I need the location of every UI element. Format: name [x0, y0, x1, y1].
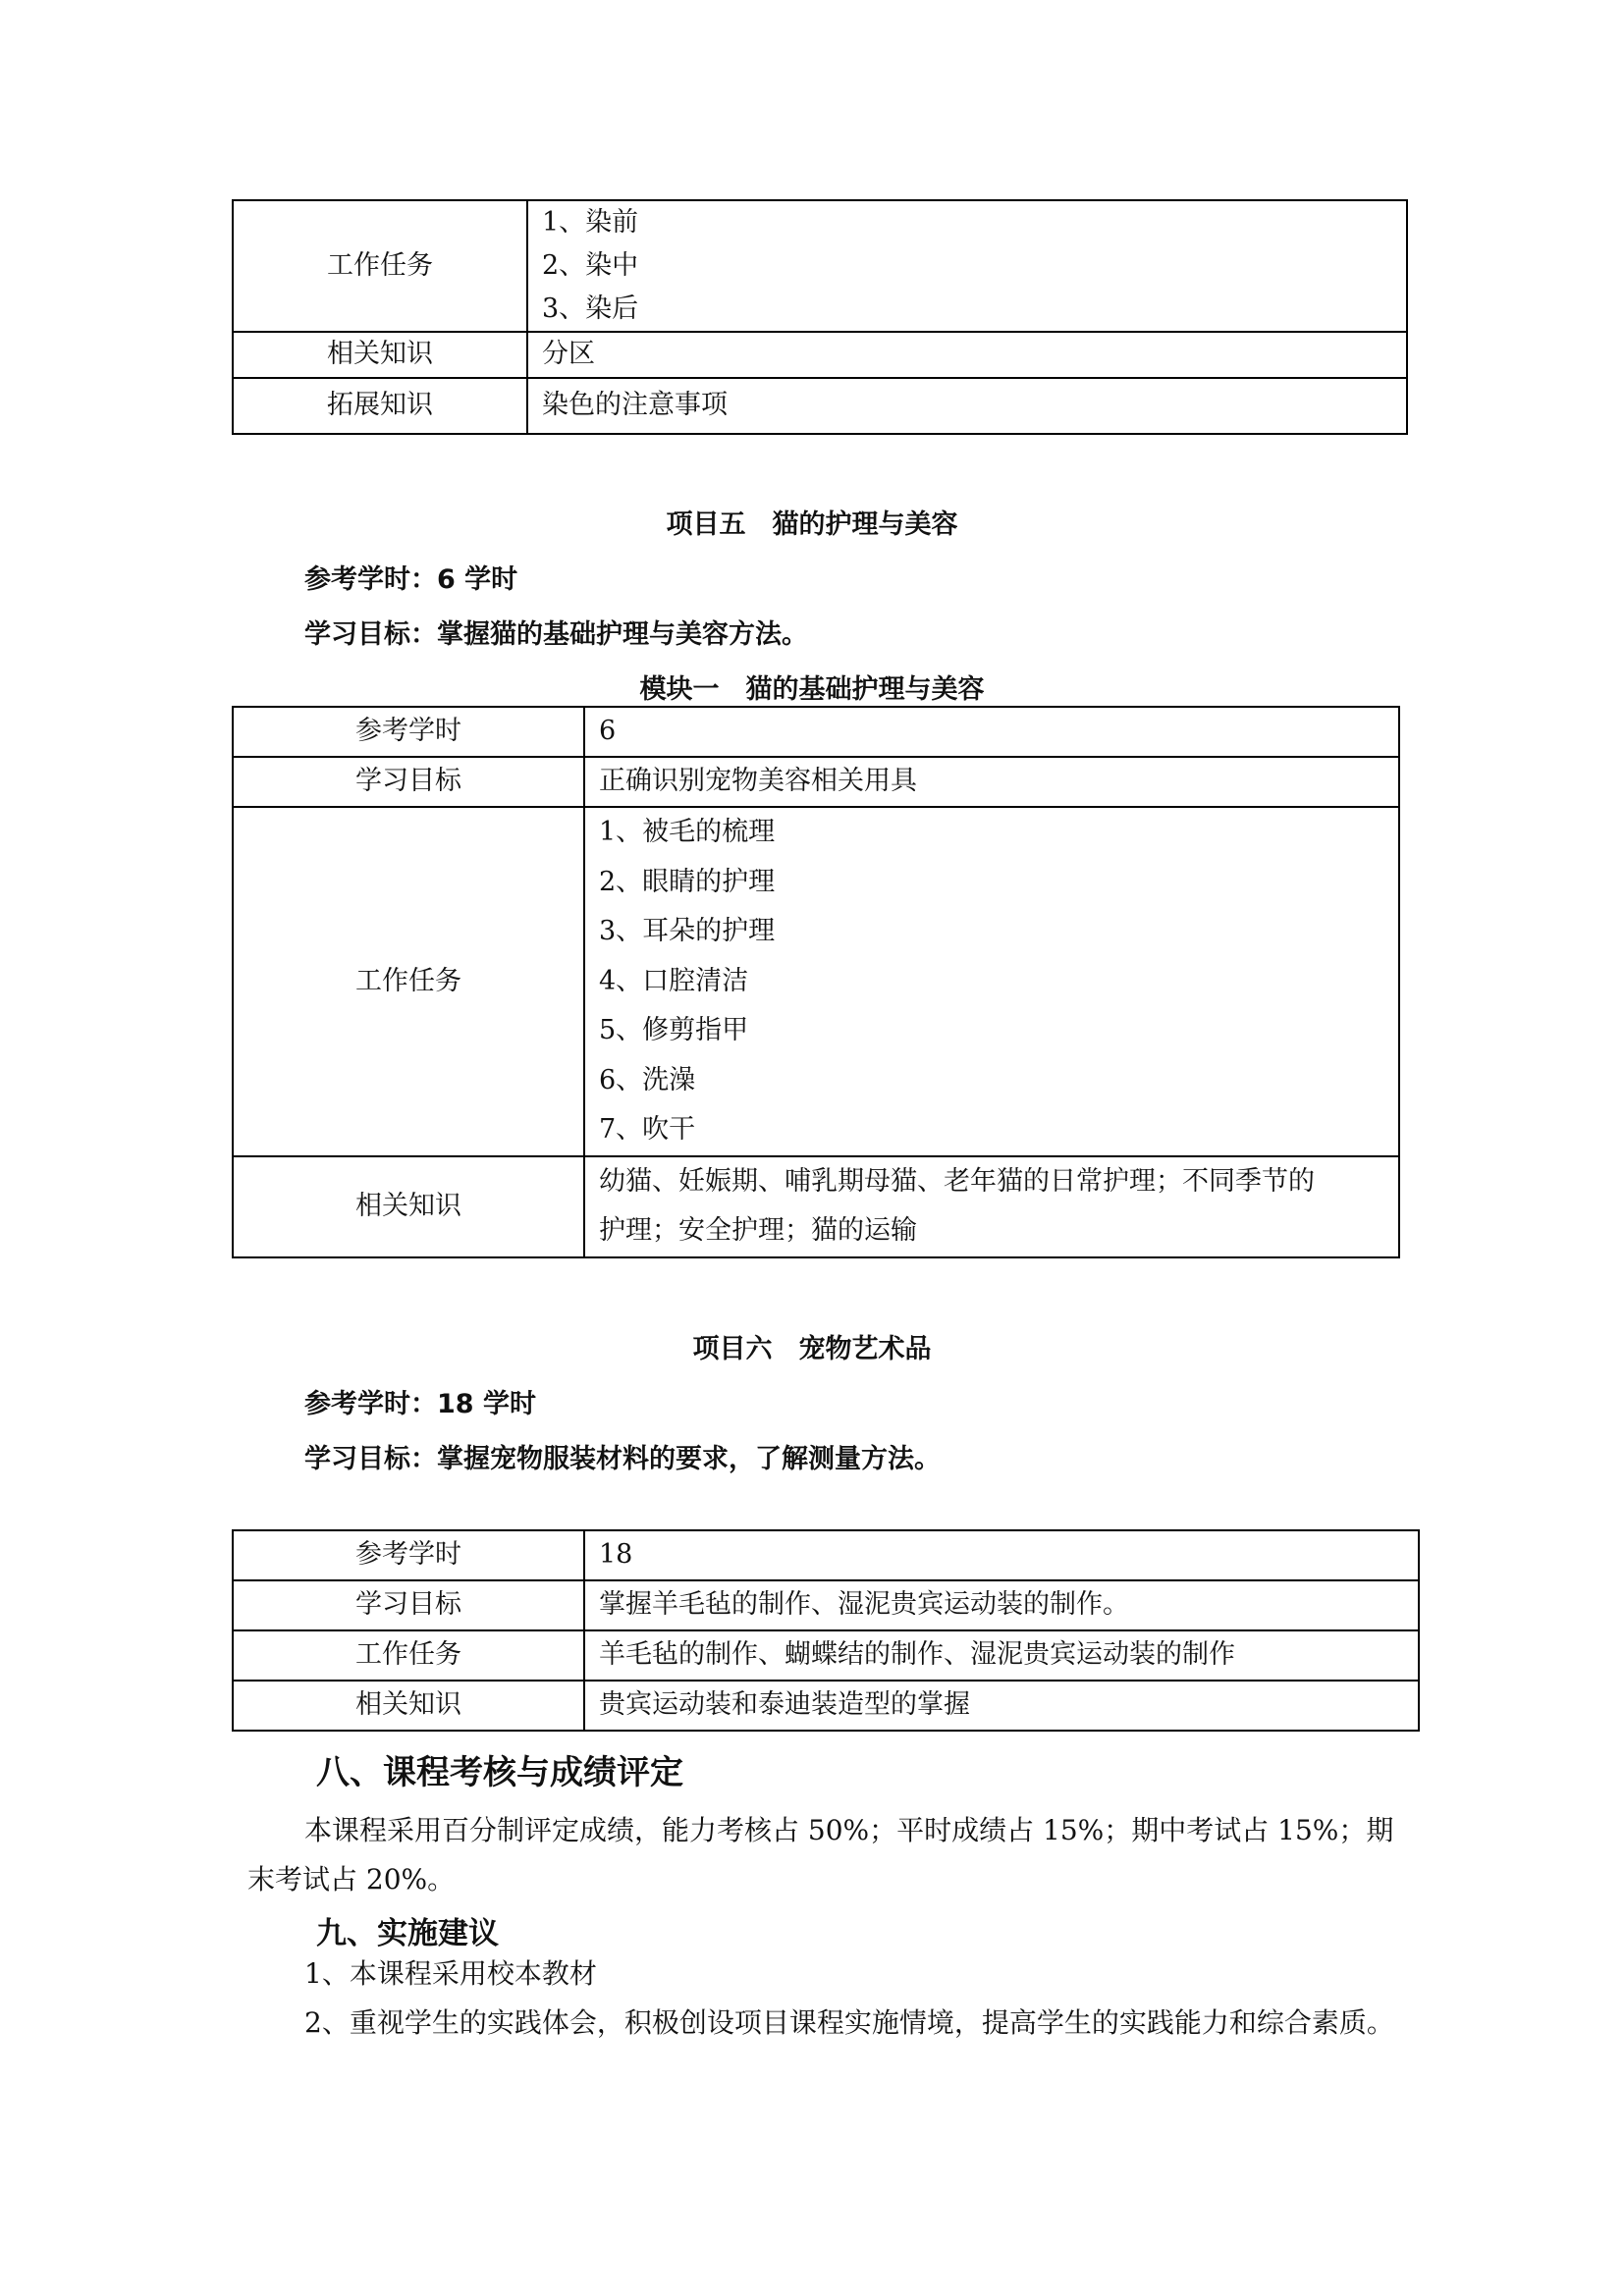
list-item: 3、耳朵的护理 — [599, 916, 776, 946]
section8-title: 八、课程考核与成绩评定 — [316, 1753, 683, 1792]
knowledge-line: 护理；安全护理；猫的运输 — [599, 1215, 917, 1246]
table-row — [233, 378, 1407, 434]
table-row — [233, 1630, 1419, 1681]
tasks-label: 工作任务 — [233, 1630, 584, 1681]
project5-module-title: 模块一 猫的基础护理与美容 — [639, 674, 985, 705]
project6-hours: 参考学时：18 学时 — [304, 1389, 536, 1419]
project5-hours: 参考学时：6 学时 — [304, 564, 518, 595]
project5-title: 项目五 猫的护理与美容 — [666, 509, 958, 540]
goal-value: 掌握羊毛毡的制作、湿泥贵宾运动装的制作。 — [584, 1580, 1419, 1630]
knowledge-label: 相关知识 — [233, 1156, 584, 1257]
table-row — [233, 1681, 1419, 1731]
list-item: 5、修剪指甲 — [599, 1015, 749, 1045]
table-row — [233, 1580, 1419, 1630]
tasks-list — [584, 807, 1399, 1156]
section9-item-2: 2、重视学生的实践体会，积极创设项目课程实施情境，提高学生的实践能力和综合素质。 — [304, 2006, 1394, 2039]
knowledge-label: 相关知识 — [233, 1681, 584, 1731]
task-list — [527, 200, 1407, 332]
project6-goal: 学习目标：掌握宠物服装材料的要求，了解测量方法。 — [304, 1444, 941, 1474]
list-item: 3、染后 — [542, 294, 639, 324]
knowledge-value: 贵宾运动装和泰迪装造型的掌握 — [584, 1681, 1419, 1731]
knowledge-label: 相关知识 — [233, 332, 527, 378]
hours-label: 参考学时 — [233, 707, 584, 757]
table-row — [233, 1156, 1399, 1257]
knowledge-line: 幼猫、妊娠期、哺乳期母猫、老年猫的日常护理；不同季节的 — [599, 1166, 1315, 1197]
hours-label: 参考学时 — [233, 1530, 584, 1580]
table-row — [233, 757, 1399, 807]
extended-label: 拓展知识 — [233, 378, 527, 434]
table-row — [233, 1530, 1419, 1580]
table-row — [233, 200, 1407, 332]
goal-label: 学习目标 — [233, 1580, 584, 1630]
hours-value: 6 — [584, 707, 1399, 757]
table-row — [233, 807, 1399, 1156]
project5-goal: 学习目标：掌握猫的基础护理与美容方法。 — [304, 619, 808, 650]
extended-value: 染色的注意事项 — [527, 378, 1407, 434]
list-item: 2、染中 — [542, 250, 639, 281]
goal-value: 正确识别宠物美容相关用具 — [584, 757, 1399, 807]
list-item: 4、口腔清洁 — [599, 965, 749, 996]
task-label: 工作任务 — [233, 200, 527, 332]
table-row — [233, 707, 1399, 757]
table-row — [233, 332, 1407, 378]
project5-table — [232, 706, 1400, 1258]
list-item: 7、吹干 — [599, 1114, 696, 1145]
tasks-value: 羊毛毡的制作、蝴蝶结的制作、湿泥贵宾运动装的制作 — [584, 1630, 1419, 1681]
section9-title: 九、实施建议 — [316, 1916, 499, 1951]
list-item: 1、染前 — [542, 207, 639, 238]
section9-item-1: 1、本课程采用校本教材 — [304, 1957, 597, 1990]
list-item: 6、洗澡 — [599, 1064, 696, 1095]
goal-label: 学习目标 — [233, 757, 584, 807]
knowledge-value: 分区 — [527, 332, 1407, 378]
tasks-label: 工作任务 — [233, 807, 584, 1156]
project6-title: 项目六 宠物艺术品 — [692, 1334, 932, 1364]
list-item: 1、被毛的梳理 — [599, 817, 776, 847]
dye-table — [232, 199, 1408, 435]
hours-value: 18 — [584, 1530, 1419, 1580]
list-item: 2、眼睛的护理 — [599, 866, 776, 897]
section8-paragraph: 本课程采用百分制评定成绩，能力考核占 50%；平时成绩占 15%；期中考试占 15%；期末考试占 20%。 — [247, 1814, 1394, 1896]
project6-table — [232, 1529, 1420, 1732]
knowledge-value — [584, 1156, 1399, 1257]
